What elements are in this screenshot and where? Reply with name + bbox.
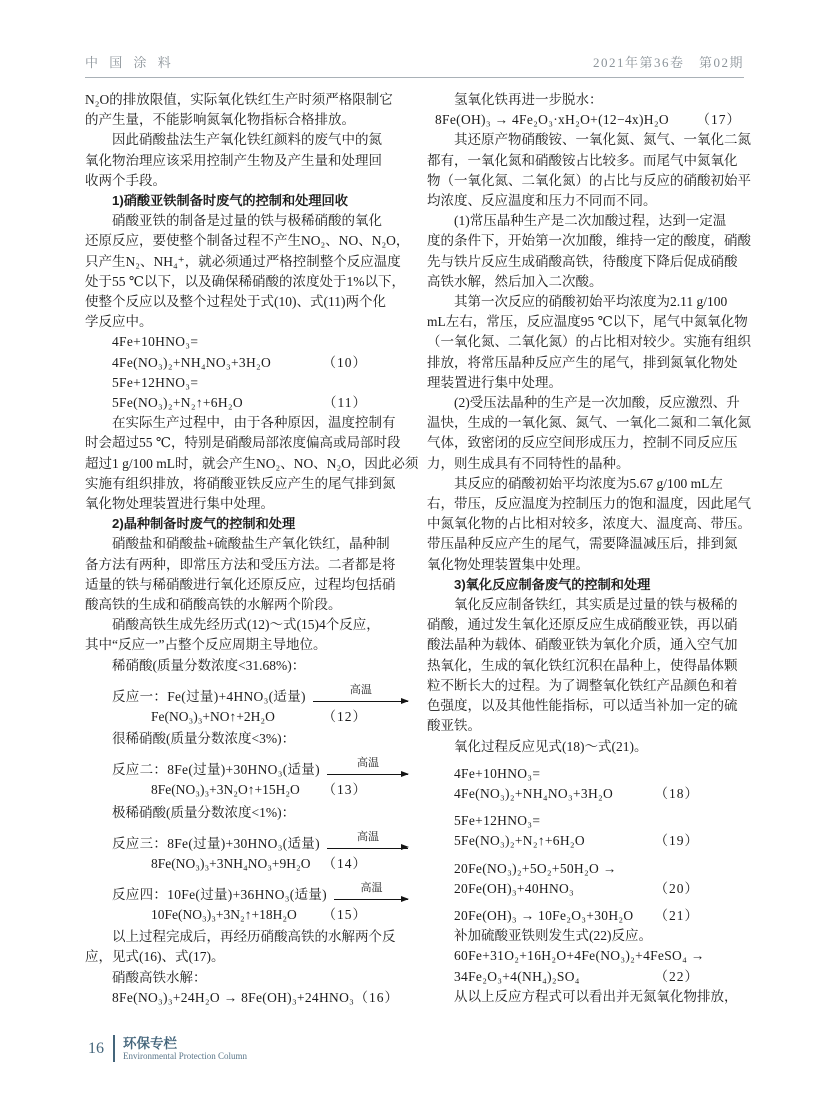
reaction-reactants-row — [85, 879, 413, 905]
paragraph — [85, 968, 413, 988]
equation-number: （13） — [322, 782, 367, 798]
text-line: 氢氧化铁再进一步脱水： — [454, 92, 603, 107]
equation — [427, 906, 745, 926]
text-line: 色强度，以及其他性能指标，可以适当补加一定的硫 — [427, 698, 738, 714]
reaction-block — [85, 879, 413, 925]
reaction-product-formula: Fe(NO₃)₃+NO↑+2H₂O — [151, 708, 275, 724]
paragraph — [427, 90, 745, 110]
issue-info: 2021年第36卷 第02期 — [592, 55, 744, 70]
text-line: 超过1 g/100 mL时，就会产生NO₂、NO、N₂O，因此必须 — [85, 455, 419, 471]
paragraph — [85, 927, 413, 967]
reaction-reactants-row — [85, 754, 413, 780]
reaction-product-formula: 10Fe(NO₃)₃+3N₂↑+18H₂O — [151, 906, 297, 922]
text-line: 均浓度、反应温度和压力不同而不同。 — [427, 193, 657, 209]
text-line: 在实际生产过程中，由于各种原因，温度控制有 — [112, 415, 396, 431]
equation — [85, 353, 413, 373]
text-line: 排放，将常压晶种反应产生的尾气，排到氮氧化物处 — [427, 354, 738, 370]
text-line: 硝酸，通过发生氧化还原反应生成硝酸亚铁，再以硝 — [427, 617, 738, 633]
reaction-arrow — [327, 828, 409, 854]
equation — [427, 879, 745, 899]
text-line: 氧化物处理装置集中处理。 — [427, 556, 589, 572]
text-line: 氧化过程反应见式(18)～式(21)。 — [454, 738, 648, 754]
text-line: 氧化物处理装置进行集中处理。 — [85, 496, 274, 512]
text-line: 处于55 ℃以下，以及确保稀硝酸的浓度处于1%以下， — [85, 273, 405, 289]
journal-name: 中 国 涂 料 — [85, 55, 175, 70]
right-arrow-icon — [334, 899, 408, 900]
paragraph — [427, 474, 751, 575]
equation-formula: 20Fe(OH)₃ → 10Fe₂O₃+30H₂O — [454, 907, 634, 923]
section-heading: 3)氧化反应制备废气的控制和处理 — [454, 576, 651, 592]
text-line: mL左右，常压，反应温度95 ℃以下，尾气中氮氧化物 — [427, 314, 748, 330]
paragraph — [85, 211, 413, 332]
right-arrow-icon — [313, 701, 408, 702]
text-line: 物（一氧化氮、二氧化氮）的占比与反应的硝酸初始平 — [427, 172, 751, 188]
text-line: 高铁水解，然后加入二次酸。 — [427, 273, 603, 289]
equation-formula: 20Fe(NO₃)₂+5O₂+50H₂O → — [454, 860, 617, 876]
reaction-products-row — [85, 854, 413, 874]
equation-number: （14） — [322, 855, 367, 871]
column-right — [427, 90, 751, 1008]
text-line: 氧化反应制备铁红，其实质是过量的铁与极稀的 — [454, 597, 738, 613]
text-line: 酸高铁的生成和硝酸高铁的水解两个阶段。 — [85, 597, 342, 613]
paragraph — [427, 211, 751, 292]
text-line: 带压晶种反应产生的尾气，需要降温减压后，排到氮 — [427, 536, 738, 552]
footer-column-title: 环保专栏 — [123, 1035, 177, 1051]
text-line: 适量的铁与稀硝酸进行氧化还原反应，过程均包括硝 — [85, 576, 396, 592]
text-line: 其第一次反应的硝酸初始平均浓度为2.11 g/100 — [454, 294, 728, 310]
paragraph — [85, 803, 413, 823]
reaction-condition: 高温 — [356, 830, 379, 843]
equation-formula: 4Fe+10HNO₃= — [112, 334, 199, 350]
paragraph — [85, 615, 413, 655]
equation — [427, 831, 745, 851]
equation — [85, 332, 413, 352]
equation-formula: 4Fe+10HNO₃= — [454, 765, 541, 781]
equation — [85, 988, 413, 1008]
page-footer — [88, 1035, 247, 1062]
text-line: 只产生N₂、NH₄⁺，就必须通过严格控制整个反应温度 — [85, 253, 401, 269]
paragraph — [85, 90, 413, 130]
paragraph — [85, 413, 419, 514]
equation-number: （16） — [354, 989, 399, 1005]
section-heading: 1)硝酸亚铁制备时废气的控制和处理回收 — [112, 193, 348, 209]
equation-formula: 5Fe(NO₃)₂+N₂↑+6H₂O — [112, 395, 243, 411]
text-line: 温快，生成的一氧化氮、氮气、一氧化二氮和二氧化氮 — [427, 415, 751, 431]
reaction-condition: 高温 — [349, 683, 372, 696]
equation-number: （21） — [654, 907, 699, 923]
text-line: 稀硝酸(质量分数浓度<31.68%)： — [112, 657, 306, 673]
reaction-block — [85, 681, 413, 727]
page-header — [85, 52, 744, 71]
page-number: 16 — [88, 1039, 104, 1057]
equation — [427, 764, 745, 784]
text-line: 时会超过55 ℃，特别是硝酸局部浓度偏高或局部时段 — [85, 435, 401, 451]
reaction-product-formula: 8Fe(NO₃)₃+3NH₄NO₃+9H₂O — [151, 855, 311, 871]
equation-formula: 8Fe(OH)₃ → 4Fe₂O₃·xH₂O+(12−4x)H₂O — [435, 112, 669, 128]
article-body — [85, 90, 751, 1008]
text-line: 硝酸高铁生成先经历式(12)～式(15)4个反应， — [112, 617, 380, 633]
text-line: 的产生量，不能影响氮氧化物指标合格排放。 — [85, 112, 355, 128]
reaction-label: 反应二：8Fe(过量)+30HNO₃(适量) — [112, 762, 320, 778]
equation — [427, 811, 745, 831]
equation-formula: 5Fe+12HNO₃= — [112, 374, 199, 390]
text-line: 收两个手段。 — [85, 172, 166, 188]
paragraph — [427, 987, 745, 1007]
text-line: 气体，致密闭的反应空间形成压力，控制不同反应压 — [427, 435, 738, 451]
text-line: 酸亚铁。 — [427, 718, 481, 734]
reaction-block — [85, 828, 413, 874]
text-line: 硝酸高铁水解： — [112, 969, 207, 985]
column-left — [85, 90, 419, 1008]
equation-number: （10） — [322, 354, 367, 370]
equation — [427, 110, 745, 130]
reaction-reactants-row — [85, 828, 413, 854]
text-line: （一氧化氮、二氧化氮）的占比相对较少。实施有组织 — [427, 334, 751, 350]
reaction-arrow — [334, 879, 409, 905]
equation — [427, 946, 745, 966]
text-line: 其反应的硝酸初始平均浓度为5.67 g/100 mL左 — [454, 475, 723, 491]
equation — [85, 393, 413, 413]
footer-text — [123, 1036, 247, 1062]
equation-formula: 8Fe(NO₃)₃+24H₂O → 8Fe(OH)₃+24HNO₃ — [112, 989, 355, 1005]
reaction-arrow — [327, 754, 409, 780]
text-line: 因此硝酸盐法生产氧化铁红颜料的废气中的氮 — [112, 132, 382, 148]
paragraph — [85, 534, 413, 615]
text-line: 中氮氧化物的占比相对较多，浓度大、温度高、带压。 — [427, 516, 751, 532]
paragraph — [85, 656, 413, 676]
header-rule — [85, 77, 744, 78]
reaction-condition: 高温 — [360, 881, 383, 894]
equation-number: （20） — [654, 880, 699, 896]
reaction-label: 反应四：10Fe(过量)+36HNO₃(适量) — [112, 886, 327, 902]
equation-number: （11） — [323, 395, 367, 411]
footer-column-subtitle: Environmental Protection Column — [123, 1050, 247, 1061]
equation-number: （17） — [696, 112, 741, 128]
text-line: 右，带压，反应温度为控制压力的饱和温度，因此尾气 — [427, 496, 751, 512]
paragraph — [427, 737, 745, 757]
text-line: 使整个反应以及整个过程处于式(10)、式(11)两个化 — [85, 294, 386, 310]
text-line: 氧化物治理应该采用控制产生物及产生量和处理回 — [85, 152, 382, 168]
text-line: 应，见式(16)、式(17)。 — [85, 949, 225, 965]
text-line: 实施有组织排放，将硝酸亚铁反应产生的尾气排到氮 — [85, 475, 396, 491]
text-line: 其还原产物硝酸铵、一氧化氮、氮气、一氧化二氮 — [454, 132, 751, 148]
equation-number: （22） — [654, 968, 699, 984]
equation-formula: 5Fe(NO₃)₂+N₂↑+6H₂O — [454, 833, 585, 849]
text-line: 从以上反应方程式可以看出并无氮氧化物排放， — [454, 988, 738, 1004]
text-line: 补加硫酸亚铁则发生式(22)反应。 — [454, 928, 652, 944]
equation-formula: 4Fe(NO₃)₂+NH₄NO₃+3H₂O — [112, 354, 272, 370]
paragraph — [427, 393, 751, 474]
text-line: 极稀硝酸(质量分数浓度<1%)： — [112, 804, 296, 820]
equation-formula: 4Fe(NO₃)₂+NH₄NO₃+3H₂O — [454, 785, 614, 801]
text-line: 粒不断长大的过程。为了调整氧化铁红产品颜色和着 — [427, 677, 738, 693]
footer-divider — [113, 1035, 115, 1062]
equation-number: （19） — [654, 833, 699, 849]
reaction-products-row — [85, 905, 413, 925]
equation-number: （12） — [322, 708, 367, 724]
reaction-products-row — [85, 780, 413, 800]
paragraph — [427, 130, 751, 211]
text-line: 都有，一氧化氮和硝酸铵占比较多。而尾气中氮氧化 — [427, 152, 738, 168]
reaction-products-row — [85, 707, 413, 727]
equation — [427, 784, 745, 804]
text-line: 学反应中。 — [85, 314, 153, 330]
equation-formula: 20Fe(OH)₃+40HNO₃ — [454, 880, 575, 896]
text-line: 酸法晶种为载体、硝酸亚铁为氧化介质，通入空气加 — [427, 637, 738, 653]
text-line: 力，则生成具有不同特性的晶种。 — [427, 455, 630, 471]
equation-number: （18） — [654, 785, 699, 801]
equation — [427, 859, 745, 879]
reaction-product-formula: 8Fe(NO₃)₃+3N₂O↑+15H₂O — [151, 782, 300, 798]
text-line: (2)受压法晶种的生产是一次加酸，反应激烈、升 — [454, 395, 740, 411]
equation-formula: 60Fe+31O₂+16H₂O+4Fe(NO₃)₂+4FeSO₄ → — [454, 948, 705, 964]
paragraph — [85, 130, 413, 191]
paragraph — [427, 595, 745, 736]
right-arrow-icon — [327, 848, 408, 849]
equation-formula: 5Fe+12HNO₃= — [454, 813, 541, 829]
text-line: 理装置进行集中处理。 — [427, 374, 562, 390]
text-line: 度的条件下，开始第一次加酸，维持一定的酸度，硝酸 — [427, 233, 751, 249]
section-heading: 2)晶种制备时废气的控制和处理 — [112, 516, 296, 532]
reaction-label: 反应一：Fe(过量)+4HNO₃(适量) — [112, 688, 306, 704]
equation — [427, 967, 745, 987]
reaction-condition: 高温 — [356, 757, 379, 770]
reaction-block — [85, 754, 413, 800]
equation — [85, 373, 413, 393]
equation-formula: 34Fe₂O₃+4(NH₄)₂SO₄ — [454, 968, 580, 984]
text-line: 硝酸盐和硝酸盐+硫酸盐生产氧化铁红，晶种制 — [112, 536, 390, 552]
reaction-reactants-row — [85, 681, 413, 707]
right-arrow-icon — [327, 774, 408, 775]
text-line: N₂O的排放限值，实际氧化铁红生产时须严格限制它 — [85, 92, 393, 107]
text-line: 硝酸亚铁的制备是过量的铁与极稀硝酸的氧化 — [112, 213, 382, 229]
paragraph — [427, 292, 751, 393]
text-line: (1)常压晶种生产是二次加酸过程，达到一定温 — [454, 213, 727, 229]
text-line: 备方法有两种，即常压方法和受压方法。二者都是将 — [85, 556, 396, 572]
reaction-arrow — [313, 681, 409, 707]
paragraph — [427, 926, 745, 946]
equation-number: （15） — [322, 906, 367, 922]
reaction-label: 反应三：8Fe(过量)+30HNO₃(适量) — [112, 835, 320, 851]
text-line: 很稀硝酸(质量分数浓度<3%)： — [112, 731, 296, 747]
text-line: 先与铁片反应生成硝酸高铁，待酸度下降后促成硝酸 — [427, 253, 738, 269]
paragraph — [85, 729, 413, 749]
text-line: 还原反应，要使整个制备过程不产生NO₂、NO、N₂O， — [85, 233, 410, 249]
text-line: 其中“反应一”占整个反应周期主导地位。 — [85, 637, 327, 653]
text-line: 热氧化，生成的氧化铁红沉积在晶种上，使得晶体颗 — [427, 657, 738, 673]
text-line: 以上过程完成后，再经历硝酸高铁的水解两个反 — [112, 929, 396, 945]
